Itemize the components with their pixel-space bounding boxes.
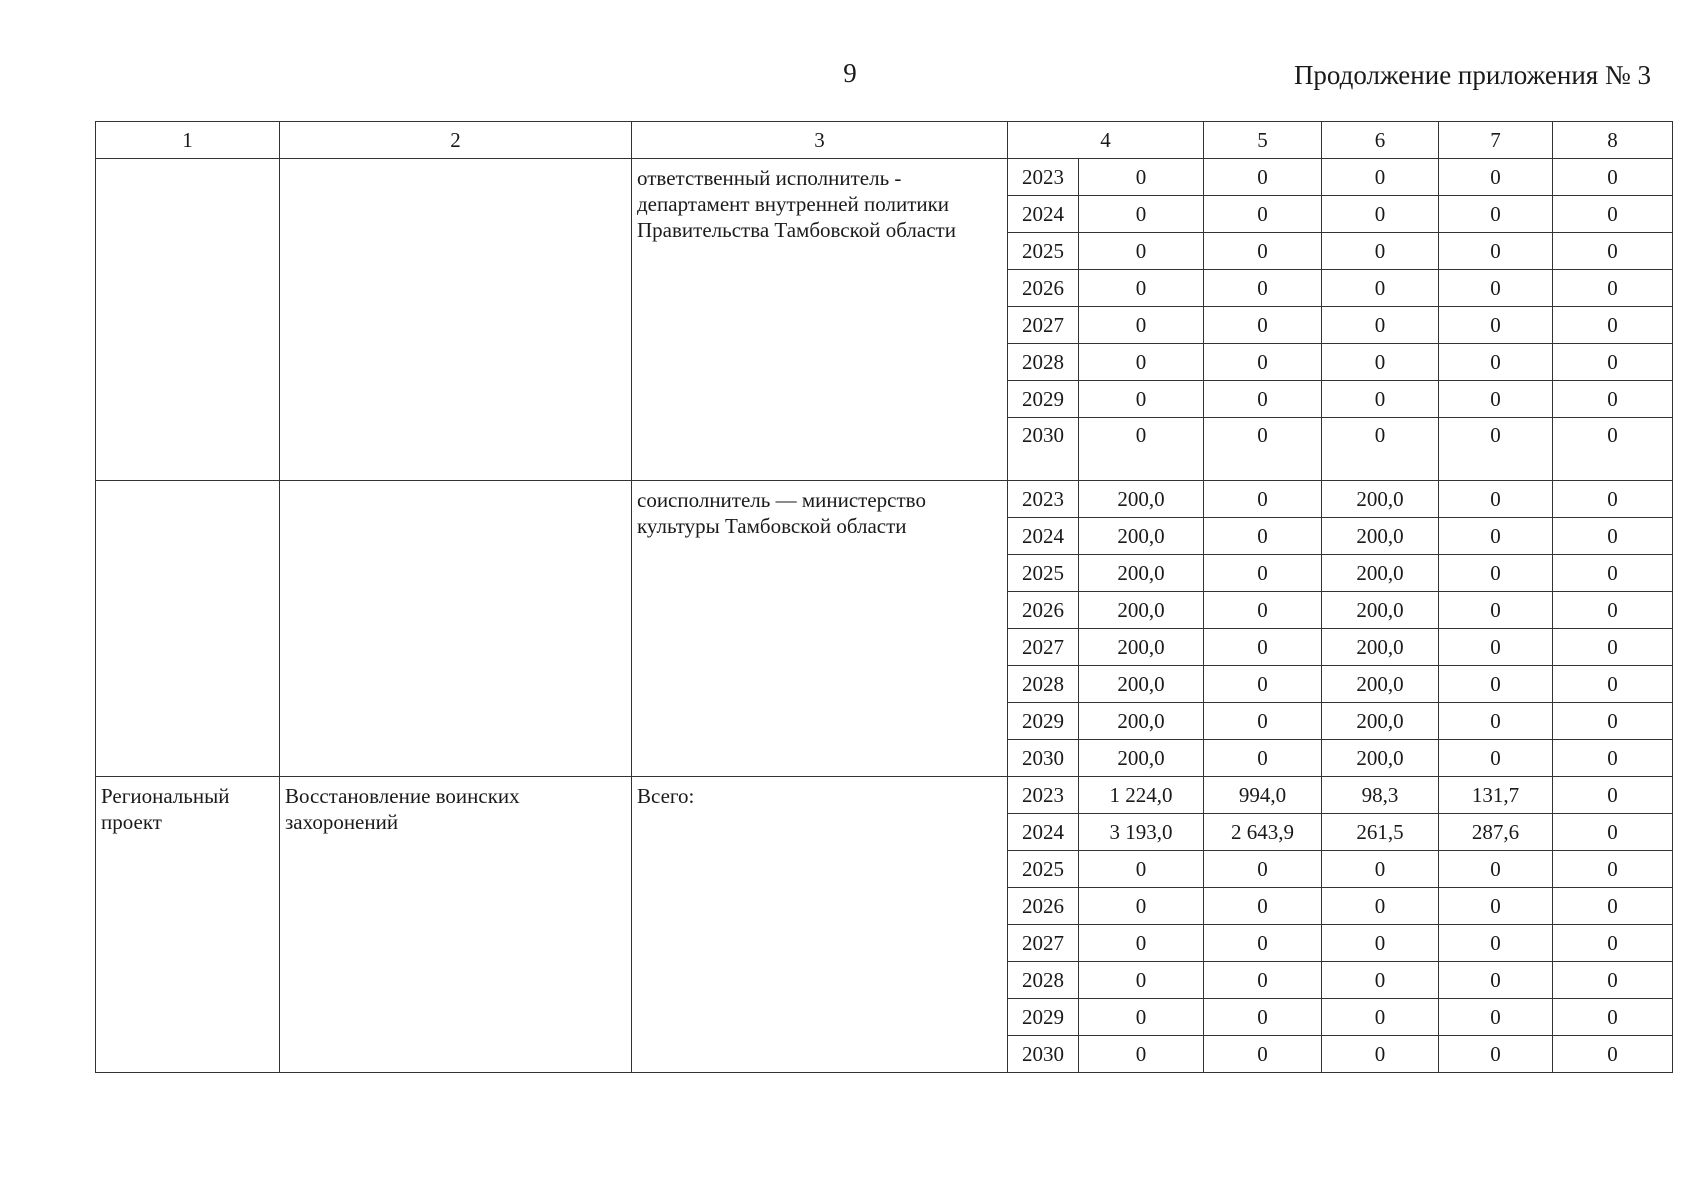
executor-cell: соисполнитель — министерство культуры Тамбовской области [632, 481, 1008, 777]
value-cell: 0 [1553, 666, 1673, 703]
value-cell: 200,0 [1079, 666, 1204, 703]
year-cell: 2029 [1008, 703, 1079, 740]
value-cell: 0 [1553, 344, 1673, 381]
value-cell: 200,0 [1322, 481, 1439, 518]
year-cell: 2029 [1008, 999, 1079, 1036]
header-row [96, 122, 1673, 159]
value-cell: 0 [1439, 592, 1553, 629]
table-row [96, 159, 1673, 196]
value-cell: 994,0 [1204, 777, 1322, 814]
year-cell: 2027 [1008, 307, 1079, 344]
value-cell: 0 [1079, 381, 1204, 418]
value-cell: 200,0 [1079, 740, 1204, 777]
column-header: 3 [632, 122, 1008, 159]
value-cell: 0 [1553, 381, 1673, 418]
value-cell: 0 [1079, 196, 1204, 233]
value-cell: 0 [1322, 962, 1439, 999]
value-cell: 261,5 [1322, 814, 1439, 851]
column-header: 4 [1008, 122, 1204, 159]
value-cell: 0 [1079, 270, 1204, 307]
value-cell: 0 [1204, 962, 1322, 999]
value-cell: 0 [1204, 481, 1322, 518]
year-cell: 2024 [1008, 814, 1079, 851]
value-cell: 0 [1553, 962, 1673, 999]
value-cell: 0 [1439, 270, 1553, 307]
value-cell: 0 [1439, 418, 1553, 481]
value-cell: 0 [1553, 196, 1673, 233]
value-cell: 0 [1204, 159, 1322, 196]
year-cell: 2027 [1008, 629, 1079, 666]
value-cell: 0 [1439, 518, 1553, 555]
value-cell: 0 [1204, 196, 1322, 233]
value-cell: 0 [1079, 159, 1204, 196]
value-cell: 0 [1322, 270, 1439, 307]
value-cell: 0 [1553, 777, 1673, 814]
year-cell: 2028 [1008, 962, 1079, 999]
value-cell: 0 [1322, 851, 1439, 888]
value-cell: 200,0 [1322, 740, 1439, 777]
program-type-cell [96, 159, 280, 481]
value-cell: 200,0 [1322, 555, 1439, 592]
value-cell: 0 [1553, 418, 1673, 481]
value-cell: 0 [1204, 518, 1322, 555]
year-cell: 2030 [1008, 1036, 1079, 1073]
executor-cell: Всего: [632, 777, 1008, 1073]
column-header: 1 [96, 122, 280, 159]
value-cell: 200,0 [1322, 592, 1439, 629]
value-cell: 0 [1322, 233, 1439, 270]
year-cell: 2025 [1008, 851, 1079, 888]
value-cell: 200,0 [1079, 555, 1204, 592]
year-cell: 2025 [1008, 233, 1079, 270]
column-header: 5 [1204, 122, 1322, 159]
value-cell: 0 [1322, 1036, 1439, 1073]
value-cell: 0 [1439, 629, 1553, 666]
value-cell: 0 [1553, 592, 1673, 629]
value-cell: 0 [1553, 518, 1673, 555]
value-cell: 0 [1204, 555, 1322, 592]
executor-cell: ответственный исполнитель - департамент внутренней политики Правительства Тамбовской области [632, 159, 1008, 481]
value-cell: 0 [1204, 999, 1322, 1036]
year-cell: 2024 [1008, 518, 1079, 555]
year-cell: 2026 [1008, 270, 1079, 307]
value-cell: 0 [1322, 999, 1439, 1036]
value-cell: 0 [1204, 270, 1322, 307]
year-cell: 2023 [1008, 481, 1079, 518]
column-header: 8 [1553, 122, 1673, 159]
value-cell: 0 [1204, 925, 1322, 962]
appendix-continuation-label: Продолжение приложения № 3 [1293, 60, 1651, 90]
value-cell: 0 [1553, 888, 1673, 925]
value-cell: 0 [1079, 925, 1204, 962]
value-cell: 200,0 [1079, 629, 1204, 666]
value-cell: 0 [1553, 555, 1673, 592]
financing-table [95, 121, 1673, 1073]
year-cell: 2027 [1008, 925, 1079, 962]
value-cell: 0 [1322, 196, 1439, 233]
value-cell: 0 [1322, 925, 1439, 962]
value-cell: 0 [1079, 888, 1204, 925]
table-row [96, 481, 1673, 518]
year-cell: 2024 [1008, 196, 1079, 233]
value-cell: 0 [1079, 307, 1204, 344]
program-name-cell: Восстановление воинских захоронений [280, 777, 632, 1073]
value-cell: 0 [1553, 1036, 1673, 1073]
value-cell: 0 [1439, 740, 1553, 777]
value-cell: 0 [1553, 233, 1673, 270]
year-cell: 2026 [1008, 888, 1079, 925]
value-cell: 0 [1553, 740, 1673, 777]
value-cell: 2 643,9 [1204, 814, 1322, 851]
value-cell: 1 224,0 [1079, 777, 1204, 814]
value-cell: 200,0 [1322, 666, 1439, 703]
value-cell: 0 [1204, 307, 1322, 344]
value-cell: 0 [1439, 481, 1553, 518]
program-name-cell [280, 159, 632, 481]
value-cell: 0 [1439, 381, 1553, 418]
value-cell: 0 [1204, 666, 1322, 703]
value-cell: 200,0 [1079, 518, 1204, 555]
value-cell: 0 [1322, 418, 1439, 481]
value-cell: 0 [1553, 999, 1673, 1036]
value-cell: 287,6 [1439, 814, 1553, 851]
value-cell: 0 [1322, 888, 1439, 925]
value-cell: 0 [1439, 1036, 1553, 1073]
year-cell: 2023 [1008, 159, 1079, 196]
value-cell: 131,7 [1439, 777, 1553, 814]
value-cell: 0 [1079, 344, 1204, 381]
year-cell: 2026 [1008, 592, 1079, 629]
value-cell: 0 [1553, 159, 1673, 196]
value-cell: 0 [1439, 666, 1553, 703]
column-header: 7 [1439, 122, 1553, 159]
value-cell: 0 [1079, 1036, 1204, 1073]
value-cell: 0 [1553, 270, 1673, 307]
value-cell: 0 [1553, 851, 1673, 888]
value-cell: 0 [1204, 740, 1322, 777]
value-cell: 0 [1079, 418, 1204, 481]
value-cell: 0 [1079, 233, 1204, 270]
value-cell: 0 [1204, 703, 1322, 740]
value-cell: 0 [1322, 381, 1439, 418]
value-cell: 0 [1439, 159, 1553, 196]
value-cell: 0 [1553, 481, 1673, 518]
program-name-cell [280, 481, 632, 777]
program-type-cell [96, 481, 280, 777]
value-cell: 0 [1553, 307, 1673, 344]
value-cell: 0 [1439, 999, 1553, 1036]
value-cell: 0 [1439, 307, 1553, 344]
value-cell: 0 [1439, 233, 1553, 270]
value-cell: 0 [1439, 196, 1553, 233]
year-cell: 2023 [1008, 777, 1079, 814]
value-cell: 200,0 [1079, 703, 1204, 740]
value-cell: 200,0 [1322, 703, 1439, 740]
value-cell: 0 [1204, 381, 1322, 418]
value-cell: 200,0 [1322, 518, 1439, 555]
value-cell: 0 [1204, 1036, 1322, 1073]
value-cell: 0 [1439, 962, 1553, 999]
year-cell: 2028 [1008, 344, 1079, 381]
value-cell: 0 [1439, 888, 1553, 925]
value-cell: 0 [1204, 592, 1322, 629]
value-cell: 0 [1439, 344, 1553, 381]
value-cell: 200,0 [1079, 481, 1204, 518]
year-cell: 2028 [1008, 666, 1079, 703]
program-type-cell: Региональный проект [96, 777, 280, 1073]
value-cell: 0 [1439, 555, 1553, 592]
year-cell: 2029 [1008, 381, 1079, 418]
value-cell: 0 [1204, 888, 1322, 925]
value-cell: 200,0 [1079, 592, 1204, 629]
value-cell: 0 [1079, 962, 1204, 999]
year-cell: 2030 [1008, 740, 1079, 777]
value-cell: 0 [1204, 629, 1322, 666]
year-cell: 2025 [1008, 555, 1079, 592]
value-cell: 0 [1079, 851, 1204, 888]
value-cell: 0 [1322, 307, 1439, 344]
value-cell: 0 [1553, 925, 1673, 962]
value-cell: 3 193,0 [1079, 814, 1204, 851]
value-cell: 0 [1439, 703, 1553, 740]
value-cell: 98,3 [1322, 777, 1439, 814]
value-cell: 0 [1553, 814, 1673, 851]
value-cell: 0 [1553, 703, 1673, 740]
year-cell: 2030 [1008, 418, 1079, 481]
column-header: 6 [1322, 122, 1439, 159]
value-cell: 200,0 [1322, 629, 1439, 666]
table-row [96, 777, 1673, 814]
value-cell: 0 [1204, 851, 1322, 888]
value-cell: 0 [1079, 999, 1204, 1036]
value-cell: 0 [1322, 159, 1439, 196]
value-cell: 0 [1204, 344, 1322, 381]
value-cell: 0 [1322, 344, 1439, 381]
page-number: 9 [843, 58, 857, 88]
table-body [96, 122, 1673, 1073]
value-cell: 0 [1553, 629, 1673, 666]
value-cell: 0 [1204, 418, 1322, 481]
value-cell: 0 [1439, 851, 1553, 888]
value-cell: 0 [1204, 233, 1322, 270]
value-cell: 0 [1439, 925, 1553, 962]
column-header: 2 [280, 122, 632, 159]
